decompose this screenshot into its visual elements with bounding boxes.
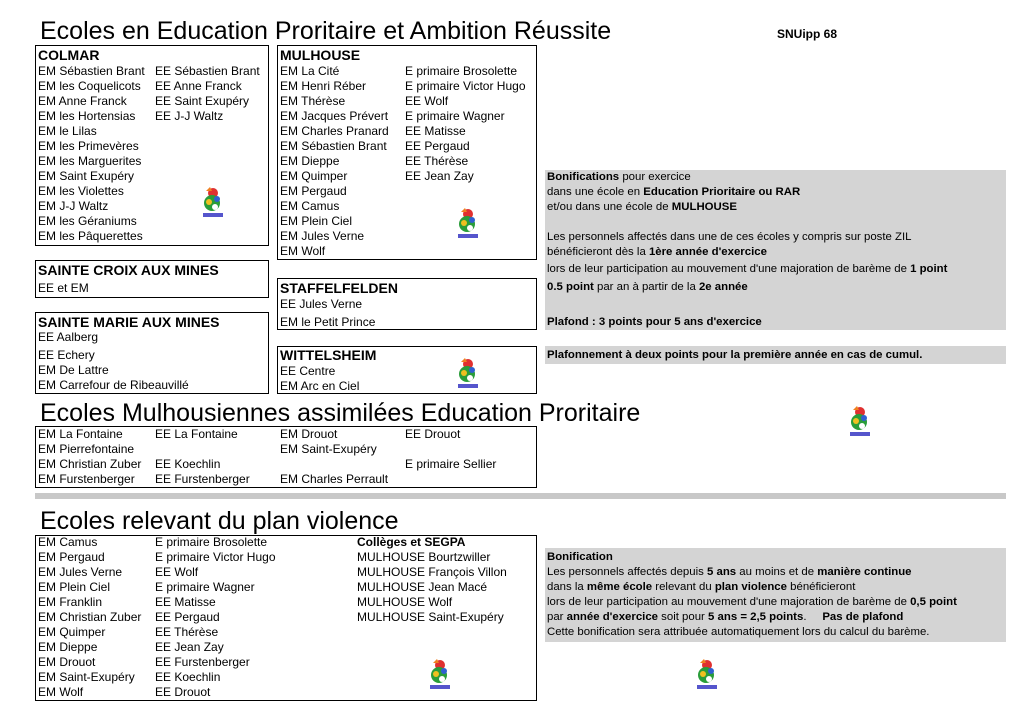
- colmar-col2: [155, 64, 260, 124]
- mascot-logo-icon: [694, 657, 720, 691]
- list-item: EM Thérèse: [280, 94, 346, 108]
- list-item: EE Koechlin: [155, 670, 221, 684]
- list-item: EM les Coquelicots: [38, 79, 141, 93]
- list-item: EM les Pâquerettes: [38, 229, 143, 243]
- bonif2-line-1: Bonification: [547, 551, 613, 563]
- list-item: MULHOUSE Saint-Exupéry: [357, 610, 504, 624]
- list-item: EM Charles Pranard: [280, 124, 389, 138]
- list-item: EE Aalberg: [38, 330, 99, 344]
- list-item: EM Jules Verne: [38, 565, 123, 579]
- list-item: EM Pierrefontaine: [38, 442, 135, 456]
- list-item: EE Thérèse: [155, 625, 219, 639]
- list-item: EE Sébastien Brant: [155, 64, 260, 78]
- bonif-line-6: lors de leur participation au mouvement d'une majoration de barème de 1 point: [547, 263, 948, 275]
- list-item: EE et EM: [38, 281, 89, 295]
- list-item: EE Koechlin: [155, 457, 221, 471]
- mulhouse-col1: [280, 64, 389, 259]
- list-item: EM Quimper: [38, 625, 106, 639]
- list-item: E primaire Wagner: [405, 109, 505, 123]
- assimilees-col3: [280, 427, 388, 487]
- list-item: EE Jean Zay: [155, 640, 224, 654]
- list-item: MULHOUSE François Villon: [357, 565, 507, 579]
- list-item: EM Christian Zuber: [38, 610, 142, 624]
- list-item: EM Saint Exupéry: [38, 169, 135, 183]
- list-item: E primaire Victor Hugo: [405, 79, 526, 93]
- violence-col1: [38, 535, 141, 700]
- list-item: MULHOUSE Bourtzwiller: [357, 550, 491, 564]
- list-item: [405, 472, 496, 487]
- list-item: EM les Violettes: [38, 184, 124, 198]
- list-item: EE La Fontaine: [155, 427, 238, 441]
- list-item: EM Franklin: [38, 595, 103, 609]
- list-item: [280, 457, 388, 472]
- bonif-line-9: Plafonnement à deux points pour la première année en cas de cumul.: [547, 349, 923, 361]
- mascot-logo-icon: [455, 206, 481, 240]
- bonif2-line-2: Les personnels affectés depuis 5 ans au moins et de manière continue: [547, 566, 912, 578]
- assimilees-col4: [405, 427, 496, 487]
- list-item: EM Jacques Prévert: [280, 109, 389, 123]
- mascot-logo-icon: [427, 657, 453, 691]
- list-item: [405, 442, 496, 457]
- violence-col3: [357, 550, 507, 625]
- list-item: E primaire Victor Hugo: [155, 550, 276, 564]
- list-item: EE Jean Zay: [405, 169, 474, 183]
- list-item: EM Dieppe: [280, 154, 340, 168]
- assimilees-col2: [155, 427, 250, 487]
- list-item: EM Wolf: [38, 685, 84, 699]
- list-item: EM Anne Franck: [38, 94, 127, 108]
- list-item: EE Furstenberger: [155, 655, 250, 669]
- list-item: EM Plein Ciel: [280, 214, 353, 228]
- title-plan-violence: Ecoles relevant du plan violence: [40, 507, 399, 535]
- list-item: EM Pergaud: [38, 550, 105, 564]
- list-item: EE Matisse: [405, 124, 466, 138]
- list-item: EM les Géraniums: [38, 214, 137, 228]
- list-item: EM Drouot: [38, 655, 96, 669]
- list-item: E primaire Brosolette: [155, 535, 268, 549]
- colmar-col1: [38, 64, 145, 244]
- list-item: EE Drouot: [405, 427, 461, 441]
- wittelsheim-col: [280, 364, 359, 394]
- list-item: EE Saint Exupéry: [155, 94, 250, 108]
- list-item: EE J-J Waltz: [155, 109, 224, 123]
- bonif2-line-6: Cette bonification sera attribuée automatiquement lors du calcul du barème.: [547, 626, 930, 638]
- list-item: MULHOUSE Jean Macé: [357, 580, 488, 594]
- list-item: EM Wolf: [280, 244, 326, 258]
- list-item: EM les Hortensias: [38, 109, 136, 123]
- list-item: EM les Marguerites: [38, 154, 142, 168]
- colleges-segpa-title: Collèges et SEGPA: [357, 535, 466, 549]
- list-item: E primaire Brosolette: [405, 64, 518, 78]
- list-item: EE Matisse: [155, 595, 216, 609]
- list-item: EM Saint-Exupéry: [38, 670, 135, 684]
- list-item: EM le Petit Prince: [280, 315, 376, 329]
- list-item: EM Drouot: [280, 427, 338, 441]
- mascot-logo-icon: [200, 185, 226, 219]
- bonif-line-7: 0.5 point par an à partir de la 2e année: [547, 281, 748, 293]
- list-item: EM les Primevères: [38, 139, 139, 153]
- title-assimilees: Ecoles Mulhousiennes assimilées Education Proritaire: [40, 399, 641, 427]
- list-item: EE Centre: [280, 364, 336, 378]
- list-item: EM Christian Zuber: [38, 457, 142, 471]
- mulhouse-col2: [405, 64, 526, 184]
- list-item: EM le Lilas: [38, 124, 97, 138]
- list-item: EM Sébastien Brant: [280, 139, 387, 153]
- list-item: MULHOUSE Wolf: [357, 595, 453, 609]
- list-item: EM La Fontaine: [38, 427, 123, 441]
- mascot-logo-icon: [847, 404, 873, 438]
- violence-col2: [155, 535, 276, 700]
- list-item: EE Jules Verne: [280, 297, 363, 311]
- list-item: EM Camus: [38, 535, 98, 549]
- list-item: EE Pergaud: [155, 610, 220, 624]
- list-item: EE Thérèse: [405, 154, 469, 168]
- list-item: EM Dieppe: [38, 640, 98, 654]
- colmar-title: COLMAR: [38, 47, 100, 63]
- bonif-line-8: Plafond : 3 points pour 5 ans d'exercice: [547, 316, 762, 328]
- bonif2-line-4: lors de leur participation au mouvement d'une majoration de barème de 0,5 point: [547, 596, 957, 608]
- wittelsheim-title: WITTELSHEIM: [280, 347, 377, 363]
- list-item: EM Quimper: [280, 169, 348, 183]
- list-item: E primaire Sellier: [405, 457, 497, 471]
- list-item: EE Furstenberger: [155, 472, 250, 486]
- list-item: EM Camus: [280, 199, 340, 213]
- list-item: EM De Lattre: [38, 363, 109, 377]
- list-item: EM Jules Verne: [280, 229, 365, 243]
- list-item: EM Sébastien Brant: [38, 64, 145, 78]
- list-item: EM J-J Waltz: [38, 199, 109, 213]
- bonif-line-4: Les personnels affectés dans une de ces écoles y compris sur poste ZIL: [547, 231, 912, 243]
- list-item: [155, 442, 250, 457]
- snuipp-label: SNUipp 68: [777, 27, 838, 41]
- sainte-marie-col-b: [38, 348, 189, 393]
- bonif-line-1: Bonifications pour exercice: [547, 171, 691, 183]
- title-education-prioritaire: Ecoles en Education Proritaire et Ambition Réussite: [40, 17, 612, 45]
- list-item: EE Anne Franck: [155, 79, 242, 93]
- list-item: E primaire Wagner: [155, 580, 255, 594]
- separator-bar: [35, 493, 1006, 499]
- bonif-line-3: et/ou dans une école de MULHOUSE: [547, 201, 737, 213]
- bonif2-line-5: par année d'exercice soit pour 5 ans = 2,5 points. Pas de plafond: [547, 611, 904, 623]
- list-item: EM Plein Ciel: [38, 580, 111, 594]
- sainte-marie-title: SAINTE MARIE AUX MINES: [38, 314, 220, 330]
- staffelfelden-title: STAFFELFELDEN: [280, 280, 398, 296]
- sainte-marie-col: [38, 330, 98, 345]
- list-item: EM Charles Perrault: [280, 472, 389, 486]
- list-item: EM Pergaud: [280, 184, 347, 198]
- bonif2-line-3: dans la même école relevant du plan violence bénéficieront: [547, 581, 856, 593]
- mulhouse-title: MULHOUSE: [280, 47, 361, 63]
- assimilees-col1: [38, 427, 141, 487]
- list-item: EM Furstenberger: [38, 472, 135, 486]
- list-item: EM Saint-Exupéry: [280, 442, 377, 456]
- bonif-line-5: bénéficieront dès la 1ère année d'exercice: [547, 246, 767, 258]
- list-item: EM La Cité: [280, 64, 340, 78]
- sainte-croix-title: SAINTE CROIX AUX MINES: [38, 262, 219, 278]
- bonif-line-2: dans une école en Education Prioritaire ou RAR: [547, 186, 801, 198]
- list-item: EE Drouot: [155, 685, 211, 699]
- list-item: EE Echery: [38, 348, 95, 362]
- list-item: EE Pergaud: [405, 139, 470, 153]
- list-item: EE Wolf: [155, 565, 199, 579]
- mascot-logo-icon: [455, 356, 481, 390]
- list-item: EM Carrefour de Ribeauvillé: [38, 378, 189, 392]
- list-item: EM Arc en Ciel: [280, 379, 360, 393]
- list-item: EE Wolf: [405, 94, 449, 108]
- list-item: EM Henri Réber: [280, 79, 367, 93]
